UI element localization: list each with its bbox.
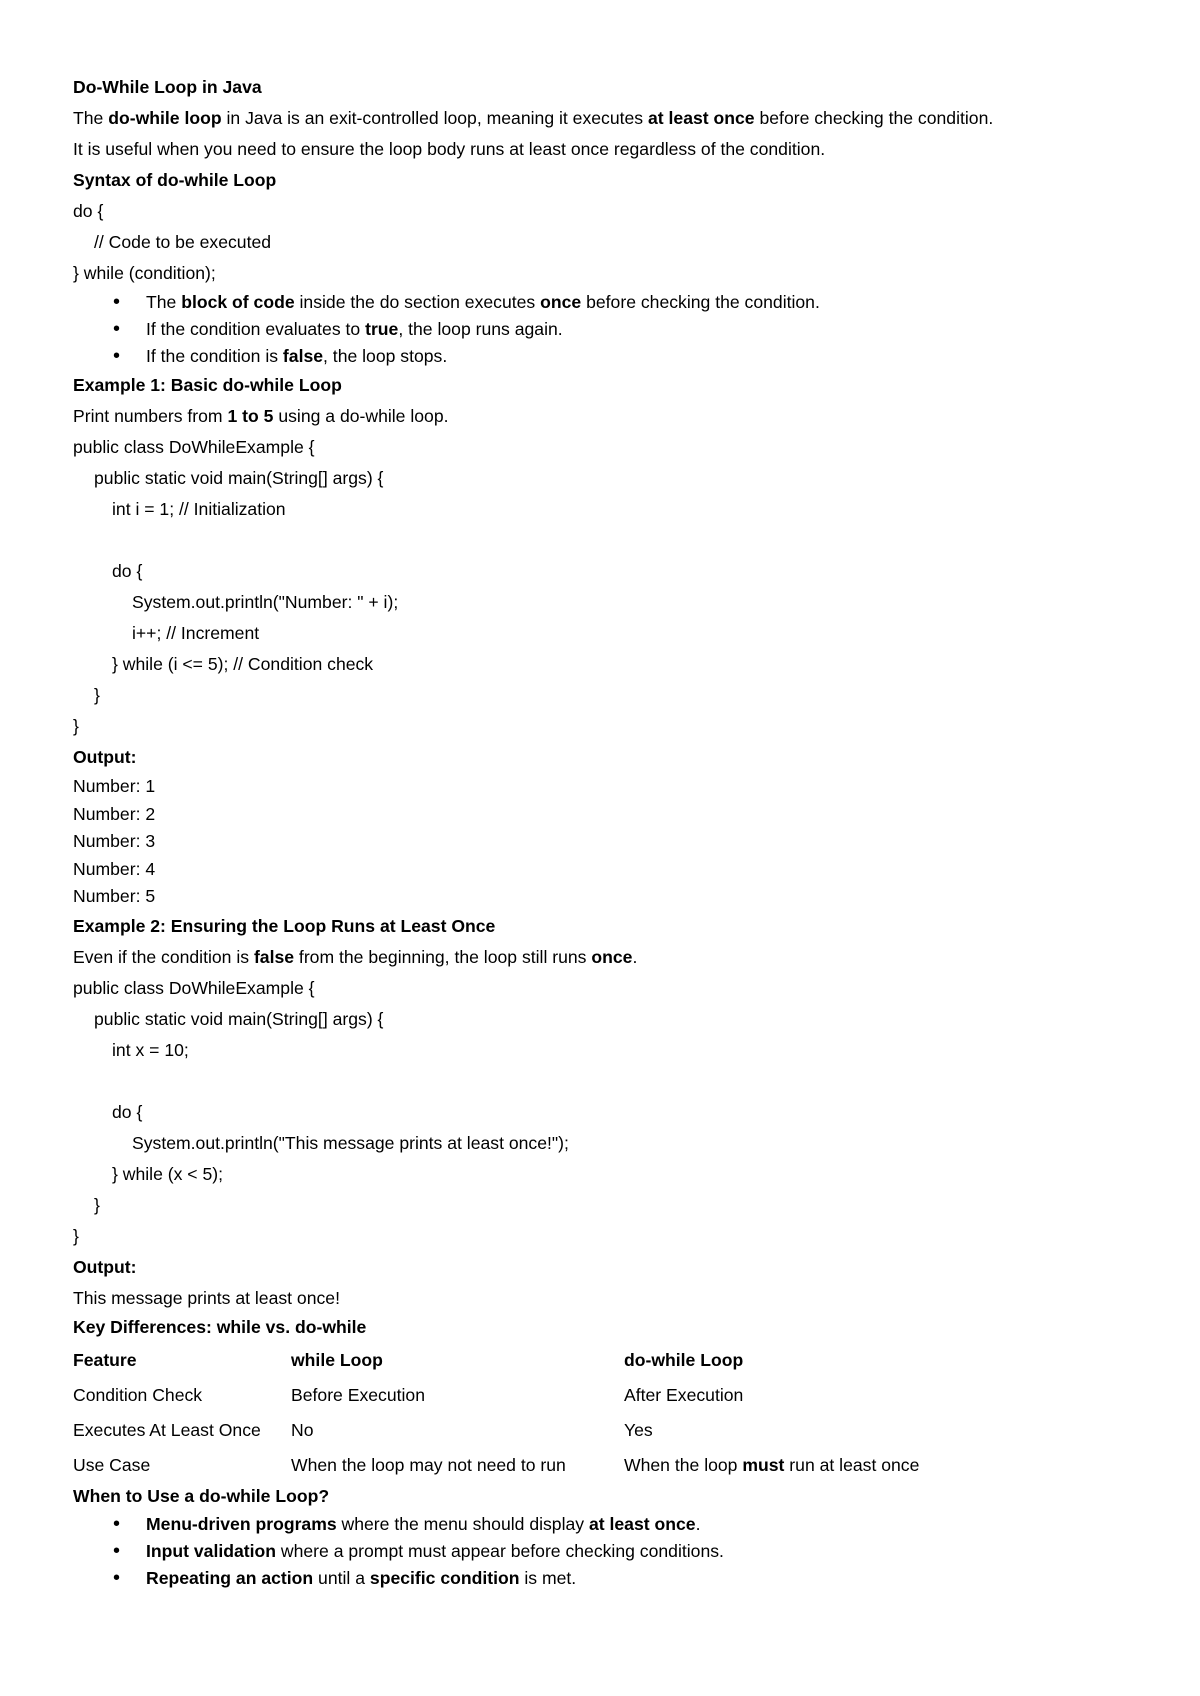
example2-description: Even if the condition is false from the beginning, the loop still runs once.	[73, 946, 638, 967]
example2-code-line: public static void main(String[] args) {	[94, 1008, 384, 1029]
syntax-code-line: do {	[73, 201, 104, 221]
syntax-bullet-list	[73, 289, 1133, 370]
list-item: • Input validation where a prompt must appear before checking conditions.	[73, 1538, 1133, 1565]
example1-heading: Example 1: Basic do-while Loop	[73, 375, 342, 395]
syntax-code-line: } while (condition);	[73, 263, 216, 283]
example1-code-line: } while (i <= 5); // Condition check	[112, 654, 374, 674]
code-blank-line	[73, 1066, 1133, 1097]
bullet-icon: •	[113, 318, 121, 340]
table-cell: No	[291, 1420, 314, 1440]
example1-code-line: i++; // Increment	[132, 623, 260, 643]
differences-heading: Key Differences: while vs. do-while	[73, 1316, 367, 1337]
example1-code-line: public class DoWhileExample {	[73, 437, 315, 457]
example1-code-line: }	[73, 716, 79, 736]
table-row	[73, 1413, 1006, 1448]
bullet-icon: •	[113, 1566, 121, 1589]
example2-output-label: Output:	[73, 1256, 137, 1277]
table-cell: After Execution	[624, 1385, 744, 1405]
table-row	[73, 1448, 1006, 1483]
table-cell: Use Case	[73, 1455, 151, 1475]
differences-table	[73, 1343, 1006, 1483]
example2-output-line: This message prints at least once!	[73, 1287, 340, 1308]
example2-heading: Example 2: Ensuring the Loop Runs at Least Once	[73, 915, 496, 936]
example2-code-line: } while (x < 5);	[112, 1163, 223, 1184]
table-header-row	[73, 1343, 1006, 1378]
table-header-cell: do-while Loop	[624, 1350, 744, 1370]
table-cell: Before Execution	[291, 1385, 425, 1405]
bullet-icon: •	[113, 1512, 121, 1535]
table-row	[73, 1378, 1006, 1413]
intro-paragraph-2: It is useful when you need to ensure the loop body runs at least once regardless of the condition.	[73, 139, 826, 159]
table-header-cell: while Loop	[291, 1350, 383, 1370]
example1-output-line: Number: 1	[73, 776, 156, 796]
example1-code-line: public static void main(String[] args) {	[94, 468, 384, 488]
example2-code-line: int x = 10;	[112, 1039, 189, 1060]
page-title: Do-While Loop in Java	[73, 77, 262, 97]
bullet-icon: •	[113, 345, 121, 367]
example2-code-line: do {	[112, 1101, 143, 1122]
table-cell: When the loop must run at least once	[624, 1455, 920, 1475]
table-cell: Yes	[624, 1420, 653, 1440]
table-cell: Condition Check	[73, 1385, 203, 1405]
when-bullet-list	[73, 1511, 1133, 1592]
bullet-icon: •	[113, 291, 121, 313]
table-cell: When the loop may not need to run	[291, 1455, 566, 1475]
list-item: • Repeating an action until a specific condition is met.	[73, 1565, 1133, 1592]
example1-code-line: do {	[112, 561, 143, 581]
list-item: • Menu-driven programs where the menu should display at least once.	[73, 1511, 1133, 1538]
bullet-icon: •	[113, 1539, 121, 1562]
list-item: • If the condition evaluates to true, the loop runs again.	[73, 316, 1133, 343]
table-cell: Executes At Least Once	[73, 1420, 261, 1440]
example2-code-line: System.out.println("This message prints at least once!");	[132, 1132, 569, 1153]
intro-paragraph-1: The do-while loop in Java is an exit-controlled loop, meaning it executes at least once before checking the condition.	[73, 108, 994, 128]
example1-output-line: Number: 4	[73, 858, 156, 879]
example1-output-line: Number: 3	[73, 831, 156, 851]
example1-description: Print numbers from 1 to 5 using a do-while loop.	[73, 406, 449, 426]
when-heading: When to Use a do-while Loop?	[73, 1486, 330, 1506]
list-item: • If the condition is false, the loop stops.	[73, 343, 1133, 370]
example1-code-line: int i = 1; // Initialization	[112, 499, 286, 519]
example1-output-line: Number: 2	[73, 803, 156, 824]
syntax-code-line: // Code to be executed	[94, 232, 272, 252]
example1-code-line: }	[94, 685, 100, 705]
document-page	[73, 72, 1133, 1592]
list-item: • The block of code inside the do section executes once before checking the condition.	[73, 289, 1133, 316]
example1-output-label: Output:	[73, 747, 137, 767]
example2-code-line: public class DoWhileExample {	[73, 977, 315, 998]
example2-code-line: }	[94, 1194, 100, 1215]
table-header-cell: Feature	[73, 1350, 137, 1370]
example1-output-line: Number: 5	[73, 886, 156, 906]
code-blank-line	[73, 525, 1133, 556]
example1-code-line: System.out.println("Number: " + i);	[132, 592, 399, 612]
syntax-heading: Syntax of do-while Loop	[73, 170, 277, 190]
example2-code-line: }	[73, 1225, 79, 1246]
